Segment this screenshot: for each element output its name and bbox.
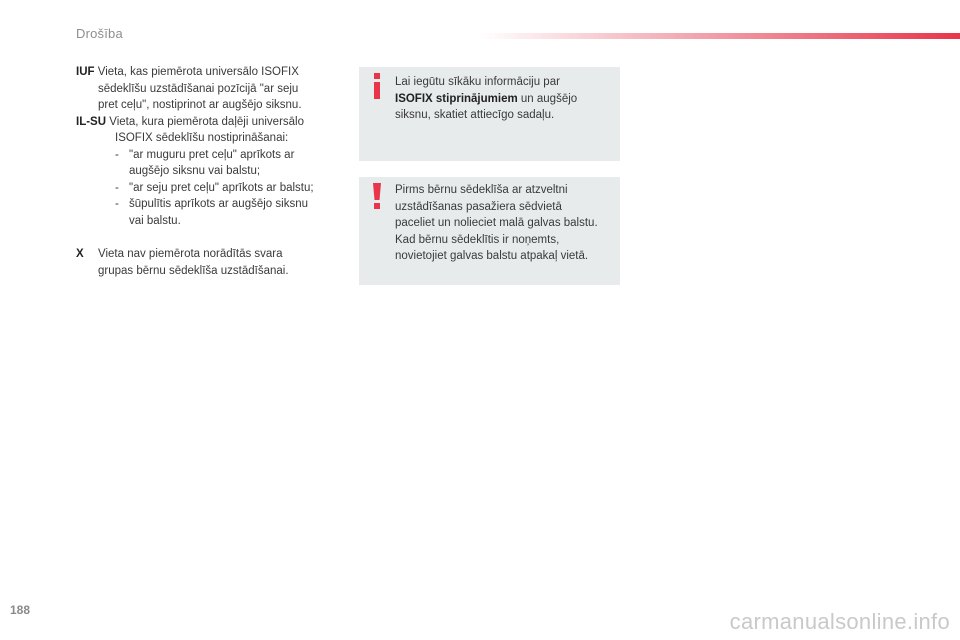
list-item xyxy=(115,180,336,197)
header-gradient-bar xyxy=(480,33,960,39)
info-text: un augšējo xyxy=(517,92,578,105)
definitions-column xyxy=(76,64,336,279)
definition-il-su xyxy=(76,114,336,230)
warning-text: paceliet un nolieciet malā galvas balstu. xyxy=(395,217,598,229)
definition-term: IL-SU xyxy=(76,115,107,128)
warning-text: uzstādīšanas pasažiera sēdvietā xyxy=(395,200,562,213)
definition-text: Vieta, kura piemērota daļēji universālo xyxy=(109,115,304,128)
definition-text: pret ceļu", nostiprinot ar augšējo siksnu. xyxy=(98,99,302,111)
warning-text: Kad bērnu sēdeklītis ir noņemts, xyxy=(395,233,560,246)
definition-text: ISOFIX sēdeklīšu nostiprināšanai: xyxy=(115,132,289,144)
list-item xyxy=(115,147,336,180)
definition-text: grupas bērnu sēdeklīša uzstādīšanai. xyxy=(98,264,289,277)
bullet-text: "ar muguru pret ceļu" aprīkots ar xyxy=(129,148,295,161)
info-box xyxy=(359,67,620,161)
definition-term: X xyxy=(76,248,84,260)
page-number: 188 xyxy=(10,603,31,617)
info-text: siksnu, skatiet attiecīgo sadaļu. xyxy=(395,109,555,121)
definition-iuf xyxy=(76,64,336,114)
bullet-text: augšējo siksnu vai balstu; xyxy=(129,165,261,177)
section-title: Drošība xyxy=(76,26,123,41)
definition-x xyxy=(76,246,336,279)
warning-box-text xyxy=(395,182,615,265)
definition-term: IUF xyxy=(76,66,95,78)
bullet-text: vai balstu. xyxy=(129,214,181,227)
warning-box xyxy=(359,177,620,285)
info-box-text xyxy=(395,74,615,124)
info-text-bold: ISOFIX stiprinājumiem xyxy=(395,92,518,105)
definition-text: sēdeklīšu uzstādīšanai pozīcijā "ar seju xyxy=(98,82,299,95)
bullet-dash: - xyxy=(115,148,119,161)
warning-text: novietojiet galvas balstu atpakaļ vietā. xyxy=(395,250,589,262)
warning-text: Pirms bērnu sēdeklīša ar atzveltni xyxy=(395,184,568,196)
bullet-text: šūpulītis aprīkots ar augšējo siksnu xyxy=(129,198,308,210)
bullet-dash: - xyxy=(115,198,119,210)
list-item xyxy=(115,196,336,229)
bullet-dash: - xyxy=(115,181,119,194)
watermark: carmanualsonline.info xyxy=(729,609,950,634)
definition-text: Vieta, kas piemērota universālo ISOFIX xyxy=(97,66,299,78)
bullet-text: "ar seju pret ceļu" aprīkots ar balstu; xyxy=(129,181,314,194)
warning-icon xyxy=(369,183,385,209)
definition-bullet-list xyxy=(76,147,336,230)
info-icon xyxy=(369,73,385,99)
definition-text: Vieta nav piemērota norādītās svara xyxy=(98,248,283,260)
info-text: Lai iegūtu sīkāku informāciju par xyxy=(395,76,560,88)
